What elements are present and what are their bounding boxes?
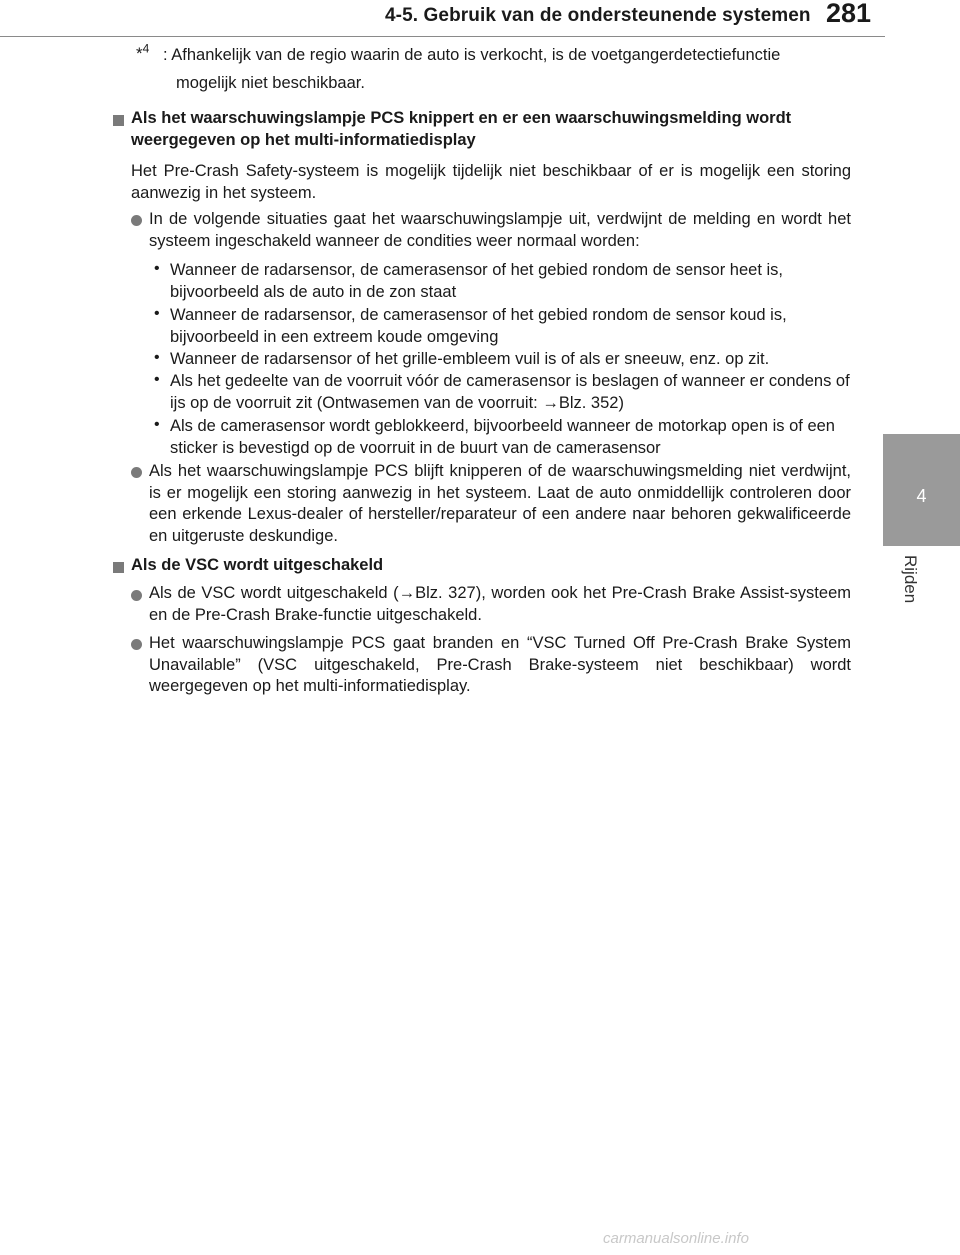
bullet-dot-icon [131, 590, 142, 601]
section2-heading: Als de VSC wordt uitgeschakeld [131, 556, 384, 574]
sub-item-3: Wanneer de radarsensor of het grille-embleem vuil is of als er sneeuw, enz. op zit. [170, 350, 770, 368]
chapter-tab [883, 434, 960, 546]
sub-item-1: Wanneer de radarsensor, de camerasensor of het gebied rondom de sensor heet is, bijvoorbeeld als de auto in de zon staat [170, 261, 783, 301]
bullet-dot-icon [131, 215, 142, 226]
section1-bullet2: Als het waarschuwingslampje PCS blijft knipperen of de waarschuwingsmelding niet verdwijnt, is er mogelijk een storing aanwezig in het systeem. Laat de auto onmiddellijk controleren door een erkende Lexus-dealer of hersteller/reparateur of een andere naar behoren gekwalificeerde en uitgeruste deskundige. [149, 462, 851, 545]
section2-bullet2: Het waarschuwingslampje PCS gaat branden en “VSC Turned Off Pre-Crash Brake System Unavailable” (VSC uitgeschakeld, Pre-Crash Brake-systeem niet beschikbaar) wordt weergegeven op het multi-informatiedisplay. [149, 634, 851, 695]
bullet-dot-icon [131, 639, 142, 650]
footnote-number: 4 [142, 41, 150, 55]
section-title: 4-5. Gebruik van de ondersteunende systemen [385, 5, 811, 26]
sub-item-5: Als de camerasensor wordt geblokkeerd, bijvoorbeeld wanneer de motorkap open is of een sticker is bevestigd op de voorruit in de buurt van de camerasensor [170, 417, 835, 457]
header-divider [0, 36, 885, 37]
section1-heading: Als het waarschuwingslampje PCS knippert en er een waarschuwingsmelding wordt weergegeven op het multi-informatiedisplay [131, 109, 792, 149]
section1-intro: Het Pre-Crash Safety-systeem is mogelijk tijdelijk niet beschikbaar of er is mogelijk een storing aanwezig in het systeem. [131, 162, 851, 202]
footnote-line2: mogelijk niet beschikbaar. [176, 74, 365, 92]
sub-bullet-mark: • [154, 416, 160, 433]
bullet-dot-icon [131, 467, 142, 478]
heading-square-icon [113, 115, 124, 126]
sub-item-2: Wanneer de radarsensor, de camerasensor of het gebied rondom de sensor koud is, bijvoorbeeld in een extreem koude omgeving [170, 306, 787, 346]
sub-bullet-mark: • [154, 260, 160, 277]
page-header [0, 0, 960, 38]
chapter-label [888, 555, 928, 625]
footnote-line1: : Afhankelijk van de regio waarin de auto is verkocht, is de voetgangerdetectiefunctie [163, 46, 781, 64]
page-number: 281 [826, 0, 872, 28]
sub-bullet-mark: • [154, 305, 160, 322]
chapter-number: 4 [916, 486, 927, 506]
sub-item-4: Als het gedeelte van de voorruit vóór de camerasensor is beslagen of wanneer er condens of ijs op de voorruit zit (Ontwasemen van de voorruit: →Blz. 352) [170, 372, 850, 412]
sub-bullet-mark: • [154, 371, 160, 388]
footnote-marker: *$^4$ [136, 41, 150, 63]
section2-bullet1: Als de VSC wordt uitgeschakeld (→Blz. 327), worden ook het Pre-Crash Brake Assist-systeem en de Pre-Crash Brake-functie uitgeschakeld. [149, 584, 851, 624]
heading-square-icon [113, 562, 124, 573]
sub-bullet-mark: • [154, 349, 160, 366]
watermark: carmanualsonline.info [603, 1230, 749, 1247]
section1-bullet1: In de volgende situaties gaat het waarschuwingslampje uit, verdwijnt de melding en wordt het systeem ingeschakeld wanneer de condities weer normaal worden: [149, 210, 851, 250]
chapter-label-text: Rijden [901, 555, 920, 604]
